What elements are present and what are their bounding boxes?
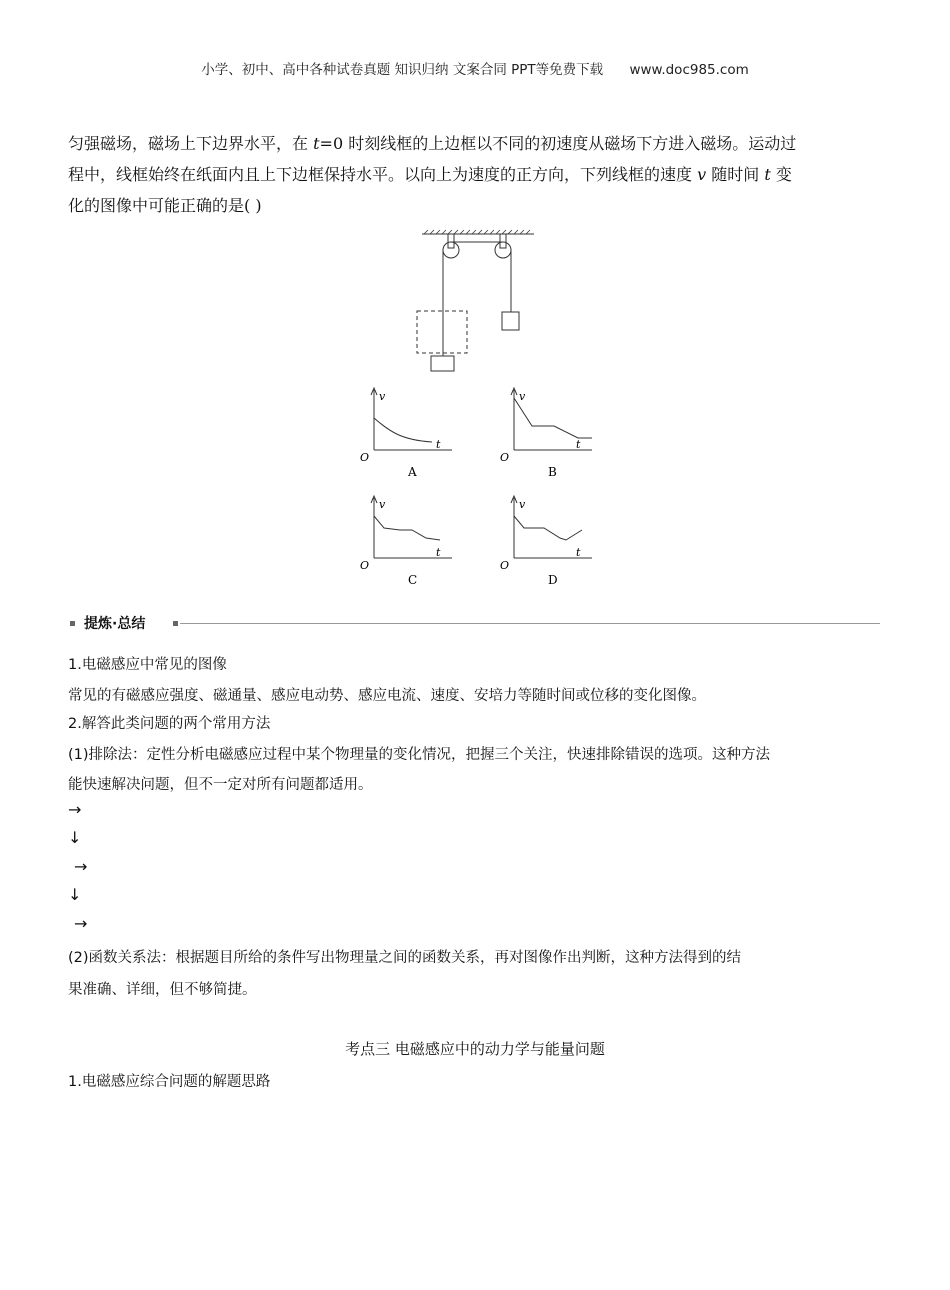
v-axis-label: v [519, 390, 526, 403]
summary-heading-2: 2.解答此类问题的两个常用方法 [68, 716, 271, 732]
origin-label: O [500, 451, 510, 464]
arrow-down: ↓ [68, 885, 82, 904]
pulley-apparatus [417, 230, 534, 371]
v-axis-label: v [519, 498, 526, 511]
vt-curve [374, 516, 440, 540]
graph-a [360, 388, 452, 479]
question-figure [330, 222, 630, 602]
graph-c [360, 496, 452, 587]
vt-curve [514, 516, 582, 540]
option-label: D [548, 573, 558, 587]
header-url[interactable]: www.doc985.com [629, 62, 749, 78]
t-axis-label: t [436, 546, 441, 559]
summary-paragraph-1: 常见的有磁感应强度、磁通量、感应电动势、感应电流、速度、安培力等随时间或位移的变化图像。 [68, 688, 706, 704]
question-line-3: 化的图像中可能正确的是( ) [68, 196, 262, 215]
summary-heading-1: 1.电磁感应中常见的图像 [68, 657, 227, 673]
question-line-2: 程中，线框始终在纸面内且上下边框保持水平。以向上为速度的正方向，下列线框的速度 v 随时间 t 变 [68, 165, 792, 184]
origin-label: O [500, 559, 510, 572]
bullet-square [173, 621, 178, 626]
section-header [68, 612, 880, 636]
vt-graphs [360, 388, 592, 587]
v-axis-label: v [379, 498, 386, 511]
summary-paragraph-2b: 能快速解决问题，但不一定对所有问题都适用。 [68, 777, 373, 793]
summary-paragraph-3a: (2)函数关系法：根据题目所给的条件写出物理量之间的函数关系，再对图像作出判断，这种方法得到的结 [68, 950, 742, 966]
arrow-right: → [74, 914, 88, 933]
topic-heading: 考点三 电磁感应中的动力学与能量问题 [345, 1040, 605, 1058]
summary-paragraph-2a: (1)排除法：定性分析电磁感应过程中某个物理量的变化情况，把握三个关注，快速排除错误的选项。这种方法 [68, 747, 771, 763]
t-axis-label: t [436, 438, 441, 451]
arrow-right: → [68, 800, 82, 819]
option-label: B [548, 465, 557, 479]
origin-label: O [360, 451, 370, 464]
vt-curve [514, 398, 592, 438]
graph-d [500, 496, 592, 587]
arrow-down: ↓ [68, 828, 82, 847]
arrow-right: → [74, 857, 88, 876]
t-axis-label: t [576, 546, 581, 559]
section-divider [180, 623, 880, 624]
origin-label: O [360, 559, 370, 572]
page-header [0, 58, 950, 78]
section-title: 提炼·总结 [84, 616, 146, 632]
t-axis-label: t [576, 438, 581, 451]
bullet-square [70, 621, 75, 626]
option-label: C [408, 573, 418, 587]
header-text: 小学、初中、高中各种试卷真题 知识归纳 文案合同 PPT等免费下载 [201, 62, 604, 78]
summary-paragraph-3b: 果准确、详细，但不够简捷。 [68, 982, 257, 998]
v-axis-label: v [379, 390, 386, 403]
graph-b [500, 388, 592, 479]
option-label: A [408, 465, 417, 479]
question-line-1: 匀强磁场，磁场上下边界水平，在 t=0 时刻线框的上边框以不同的初速度从磁场下方进入磁场。运动过 [68, 134, 797, 153]
vt-curve [374, 418, 432, 442]
summary-heading-3: 1.电磁感应综合问题的解题思路 [68, 1074, 271, 1090]
